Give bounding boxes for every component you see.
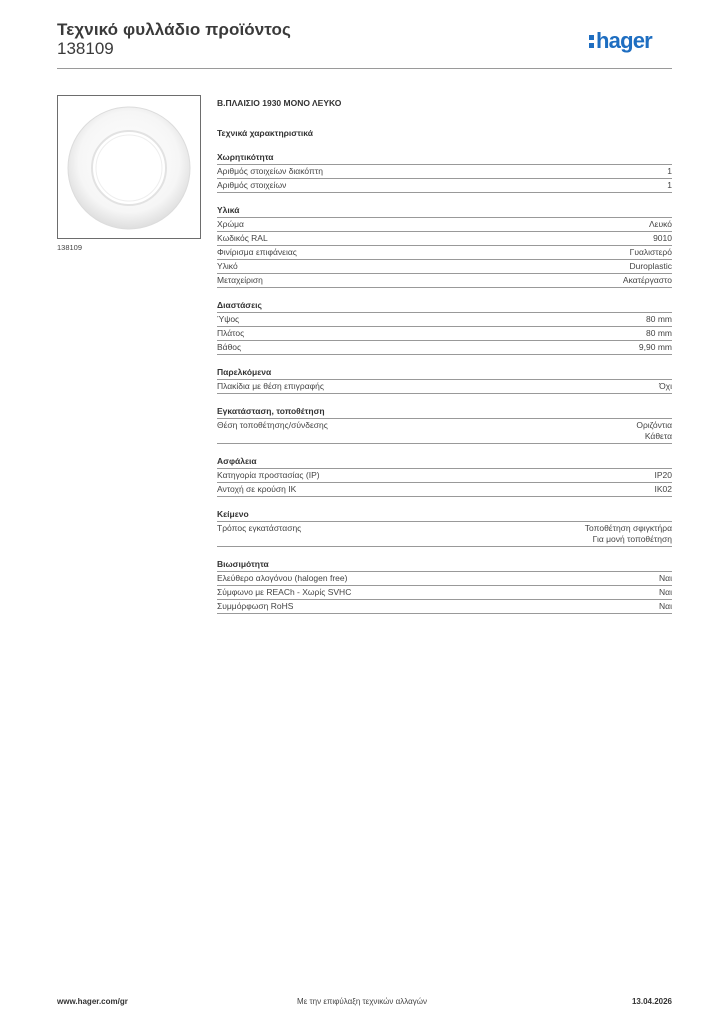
spec-label: Αριθμός στοιχείων διακόπτη xyxy=(217,166,323,176)
specifications xyxy=(217,96,672,614)
spec-value: 1 xyxy=(667,166,672,176)
spec-value: Λευκό xyxy=(649,219,672,229)
image-caption: 138109 xyxy=(57,243,83,252)
spec-row xyxy=(217,522,672,547)
spec-value: Τοποθέτηση σφιγκτήρα Για μονή τοποθέτηση xyxy=(584,523,672,544)
spec-value: Ναι xyxy=(659,601,672,611)
header-divider xyxy=(57,68,672,69)
spec-value: Γυαλιστερό xyxy=(629,247,672,257)
spec-row xyxy=(217,586,672,600)
spec-row xyxy=(217,341,672,355)
spec-label: Αντοχή σε κρούση IK xyxy=(217,484,297,494)
section-title: Βιωσιμότητα xyxy=(217,559,672,572)
product-title: Β.ΠΛΑΙΣΙΟ 1930 ΜΟΝΟ ΛΕΥΚΟ xyxy=(217,98,342,108)
product-code: 138109 xyxy=(57,39,114,58)
spec-row xyxy=(217,232,672,246)
section-title: Διαστάσεις xyxy=(217,300,672,313)
spec-row xyxy=(217,218,672,232)
spec-value: 9010 xyxy=(653,233,672,243)
section-title: Εγκατάσταση, τοποθέτηση xyxy=(217,406,672,419)
spec-row xyxy=(217,260,672,274)
spec-label: Κωδικός RAL xyxy=(217,233,268,243)
spec-label: Ύψος xyxy=(217,314,240,324)
spec-row xyxy=(217,165,672,179)
spec-row xyxy=(217,419,672,444)
spec-value: Ακατέργαστο xyxy=(622,275,672,285)
spec-label: Κατηγορία προστασίας (IP) xyxy=(217,470,320,480)
footer-date: 13.04.2026 xyxy=(631,997,672,1006)
specs-subtitle: Τεχνικά χαρακτηριστικά xyxy=(217,128,313,138)
spec-value: Όχι xyxy=(659,381,672,391)
spec-label: Μεταχείριση xyxy=(217,275,263,285)
spec-label: Βάθος xyxy=(217,342,242,352)
spec-value: IP20 xyxy=(654,470,672,480)
spec-row xyxy=(217,380,672,394)
spec-row xyxy=(217,274,672,288)
spec-section xyxy=(217,300,672,355)
spec-value: 1 xyxy=(667,180,672,190)
spec-label: Πλάτος xyxy=(217,328,245,338)
spec-section xyxy=(217,509,672,547)
document-title: Τεχνικό φυλλάδιο προϊόντος xyxy=(57,20,291,39)
spec-value: Duroplastic xyxy=(629,261,672,271)
spec-row xyxy=(217,483,672,497)
spec-value: Οριζόντια Κάθετα xyxy=(636,420,672,441)
footer-url[interactable]: www.hager.com/gr xyxy=(57,997,128,1006)
spec-value: 80 mm xyxy=(646,314,672,324)
hager-logo-text: hager xyxy=(596,28,652,53)
spec-label: Σύμφωνο με REACh - Χωρίς SVHC xyxy=(217,587,352,597)
spec-label: Θέση τοποθέτησης/σύνδεσης xyxy=(217,420,328,430)
spec-label: Φινίρισμα επιφάνειας xyxy=(217,247,297,257)
spec-row xyxy=(217,179,672,193)
section-title: Υλικά xyxy=(217,205,672,218)
section-title: Ασφάλεια xyxy=(217,456,672,469)
footer-note: Με την επιφύλαξη τεχνικών αλλαγών xyxy=(297,997,427,1006)
spec-label: Τρόπος εγκατάστασης xyxy=(217,523,302,533)
spec-section xyxy=(217,559,672,614)
spec-label: Πλακίδια με θέση επιγραφής xyxy=(217,381,324,391)
spec-row xyxy=(217,313,672,327)
spec-label: Χρώμα xyxy=(217,219,244,229)
spec-section xyxy=(217,367,672,394)
spec-row xyxy=(217,600,672,614)
spec-row xyxy=(217,469,672,483)
product-image xyxy=(57,95,201,239)
section-title: Παρελκόμενα xyxy=(217,367,672,380)
spec-value: Ναι xyxy=(659,573,672,583)
spec-value: Ναι xyxy=(659,587,672,597)
spec-section xyxy=(217,152,672,193)
spec-sections xyxy=(217,152,672,614)
section-title: Κείμενο xyxy=(217,509,672,522)
spec-section xyxy=(217,406,672,444)
spec-row xyxy=(217,572,672,586)
hager-logo xyxy=(589,28,675,58)
spec-section xyxy=(217,456,672,497)
spec-section xyxy=(217,205,672,288)
spec-row xyxy=(217,246,672,260)
spec-value: 80 mm xyxy=(646,328,672,338)
spec-label: Συμμόρφωση RoHS xyxy=(217,601,294,611)
spec-label: Υλικό xyxy=(217,261,238,271)
spec-label: Αριθμός στοιχείων xyxy=(217,180,287,190)
spec-label: Ελεύθερο αλογόνου (halogen free) xyxy=(217,573,348,583)
spec-row xyxy=(217,327,672,341)
spec-value: IK02 xyxy=(654,484,672,494)
spec-value: 9,90 mm xyxy=(638,342,672,352)
section-title: Χωρητικότητα xyxy=(217,152,672,165)
